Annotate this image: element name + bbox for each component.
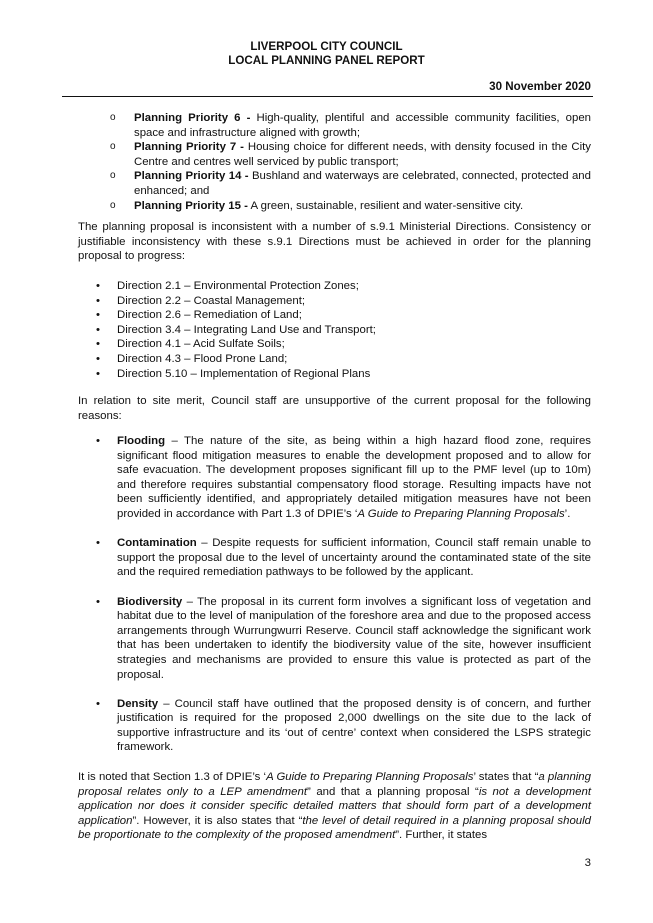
reasons-list [96,434,591,770]
bullet-icon: • [96,294,100,307]
list-item: • Direction 4.1 – Acid Sulfate Soils; [96,338,285,351]
priority-text: Bushland and waterways are celebrated, connected, protected and enhanced; and [134,170,591,197]
report-title: LOCAL PLANNING PANEL REPORT [228,54,425,67]
council-name: LIVERPOOL CITY COUNCIL [250,40,403,53]
reason-density: • Density – Council staff have outlined that the proposed density is of concern, and further justification is required for the proposed 2,000 dwellings on the site due to the lack of supportive infrastructure and its ‘out of centre’ context when considered the LSPS strategic framework. [96,697,591,754]
page-number: 3 [584,857,591,869]
priority-text: A green, sustainable, resilient and water-sensitive city. [247,199,524,212]
bullet-icon: • [96,367,100,380]
list-item: • Direction 4.3 – Flood Prone Land; [96,352,288,365]
bullet-icon: • [96,537,100,550]
bullet-icon: • [96,338,100,351]
list-item: • Direction 2.6 – Remediation of Land; [96,309,302,322]
bullet-icon: • [96,323,100,336]
directions-paragraph: The planning proposal is inconsistent with a number of s.9.1 Ministerial Directions. Consistency or justifiable inconsistency with these s.9.1 Directions must be achieved in order for the planning proposal to progress: [78,221,591,263]
list-item [110,199,591,214]
priority-text: Housing choice for different needs, with density focused in the City Centre and centres well serviced by public transport; [134,141,591,168]
list-item: • Direction 3.4 – Integrating Land Use and Transport; [96,323,376,336]
bullet-icon: • [96,309,100,322]
bullet-icon: • [96,280,100,292]
reason-biodiversity: • Biodiversity – The proposal in its current form involves a significant loss of vegetation and habitat due to the level of manipulation of the foreshore area and due to the proposed access arrangements through Wurrungwurri Reserve. Council staff acknowledge the significant work that has been undertaken to identify the biodiversity value of the site, however insufficient strategies and mechanisms are provided to ensure this value is protected as part of the proposal. [96,595,591,681]
site-merit-paragraph: In relation to site merit, Council staff are unsupportive of the current proposal for the following reasons: [78,395,591,422]
bullet-icon: • [96,595,100,608]
reason-title: Biodiversity [117,595,183,608]
circle-bullet-icon: o [110,112,116,123]
reason-title: Flooding [117,435,166,447]
reason-flooding: • Flooding – The nature of the site, as being within a high hazard flood zone, requires significant flood mitigation measures to enable the development proposed and to allow for safe evacuation. The development proposes significant fill up to the PMF level (up to 10m) and therefore requires substantial compensatory flood storage. Resulting impacts have not been sufficiently identified, and appropriately detailed mitigation measures have not been provided in accordance with Part 1.3 of DPIE’s ‘A Guide to Preparing Planning Proposals’. [96,435,591,520]
circle-bullet-icon: o [110,170,116,182]
report-date: 30 November 2020 [489,80,591,93]
priority-label: Planning Priority 7 - [134,141,244,154]
closing-paragraph: It is noted that Section 1.3 of DPIE’s ‘A Guide to Preparing Planning Proposals’ states that “a planning proposal relates only to a LEP amendment” and that a planning proposal “is not a development application nor does it consider specific detailed matters that should form part of a development application”. However, it is also states that “the level of detail required in a planning proposal should be proportionate to the complexity of the proposed amendment”. Further, it states [78,771,592,842]
planning-priorities-list [110,111,591,213]
bullet-icon: • [96,697,100,710]
priority-label: Planning Priority 14 - [134,170,249,183]
priority-label: Planning Priority 15 - [134,199,248,212]
guide-title: A Guide to Preparing Planning Proposals [357,507,565,520]
list-item [110,111,591,140]
list-item: • Direction 2.1 – Environmental Protection Zones; [96,280,359,292]
reason-contamination: • Contamination – Despite requests for sufficient information, Council staff remain unable to support the proposal due to the level of uncertainty around the contaminated state of the site and the required remediation pathways to be followed by the applicant. [96,537,591,579]
list-item [110,169,591,198]
bullet-icon: • [96,352,100,365]
list-item [110,140,591,169]
reason-title: Density [117,697,159,710]
bullet-icon: • [96,435,100,447]
reason-title: Contamination [117,537,197,550]
list-item: • Direction 5.10 – Implementation of Regional Plans [96,367,371,380]
list-item: • Direction 2.2 – Coastal Management; [96,294,306,307]
header-divider [62,96,593,97]
priority-text: High-quality, plentiful and accessible community facilities, open space and infrastructure aligned with growth; [134,112,591,139]
circle-bullet-icon: o [110,141,116,153]
circle-bullet-icon: o [110,199,116,211]
priority-label: Planning Priority 6 - [134,112,251,124]
ministerial-directions-list [96,279,587,381]
